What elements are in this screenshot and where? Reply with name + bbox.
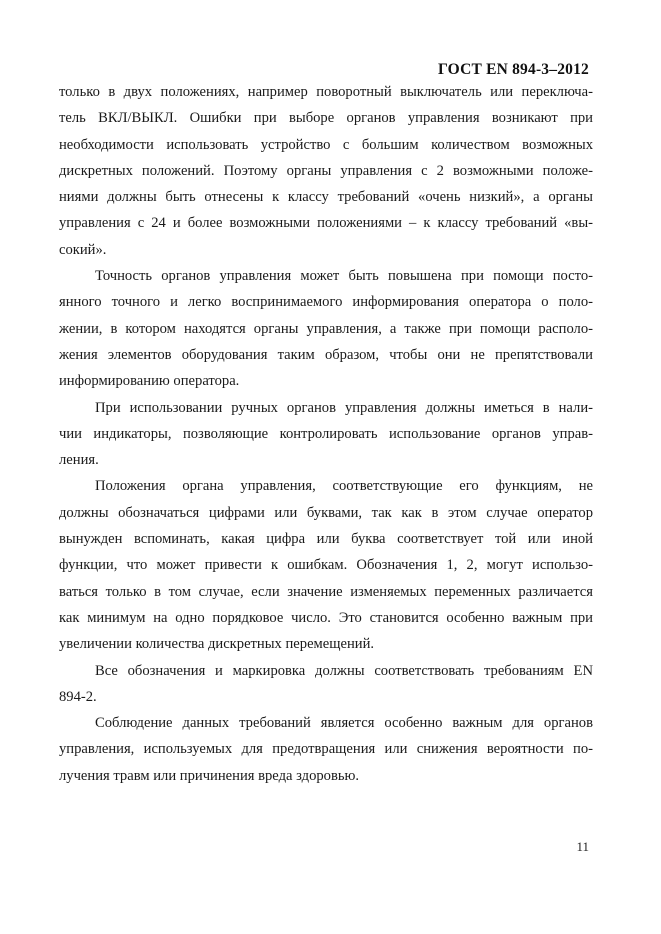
text-line: ваться только в том случае, если значение изменяемых переменных различается [59, 583, 593, 600]
text-line: Точность органов управления может быть повышена при помощи посто- [95, 268, 593, 285]
text-line: функции, что может привести к ошибкам. Обозначения 1, 2, могут использо- [59, 557, 593, 574]
text-line: управления, используемых для предотвращения или снижения вероятности по- [59, 741, 593, 758]
text-line: тель ВКЛ/ВЫКЛ. Ошибки при выборе органов управления возникают при [59, 110, 593, 127]
text-line: 894-2. [59, 688, 97, 705]
paragraph [59, 395, 593, 474]
text-line: должны обозначаться цифрами или буквами, так как в этом случае оператор [59, 504, 593, 521]
text-line: ления. [59, 452, 99, 469]
text-line: ниями должны быть отнесены к классу требований «очень низкий», а органы [59, 189, 593, 206]
text-line: как минимум на одно порядковое число. Это становится особенно важным при [59, 609, 593, 626]
text-line: жения элементов оборудования таким образом, чтобы они не препятствовали [59, 346, 593, 363]
text-line: только в двух положениях, например поворотный выключатель или переключа- [59, 84, 593, 100]
paragraph [59, 710, 593, 789]
text-line: необходимости использовать устройство с большим количеством возможных [59, 136, 593, 153]
document-code-header: ГОСТ EN 894-3–2012 [437, 61, 589, 78]
text-line: вынужден вспоминать, какая цифра или буква соответствует той или иной [59, 531, 593, 548]
document-body [59, 79, 593, 789]
text-line: жении, в котором находятся органы управления, а также при помощи располо- [59, 320, 593, 337]
text-line: управления с 24 и более возможными положениями – к классу требований «вы- [59, 215, 593, 232]
text-line: сокий». [59, 241, 107, 258]
paragraph [59, 658, 593, 711]
text-line: Соблюдение данных требований является особенно важным для органов [95, 715, 593, 732]
text-line: дискретных положений. Поэтому органы управления с 2 возможными положе- [59, 162, 593, 179]
page-number: 11 [576, 839, 589, 854]
text-line: чии индикаторы, позволяющие контролировать использование органов управ- [59, 425, 593, 442]
text-line: лучения травм или причинения вреда здоровью. [59, 767, 360, 784]
paragraph [59, 79, 593, 263]
text-line: информированию оператора. [59, 373, 240, 390]
text-line: При использовании ручных органов управления должны иметься в нали- [95, 399, 593, 416]
paragraph [59, 473, 593, 657]
text-line: Все обозначения и маркировка должны соответствовать требованиям EN [95, 662, 593, 679]
text-line: янного точного и легко воспринимаемого информирования оператора о поло- [59, 294, 593, 311]
text-line: Положения органа управления, соответствующие его функциям, не [95, 478, 593, 495]
paragraph [59, 263, 593, 394]
text-line: увеличении количества дискретных перемещений. [59, 636, 375, 653]
